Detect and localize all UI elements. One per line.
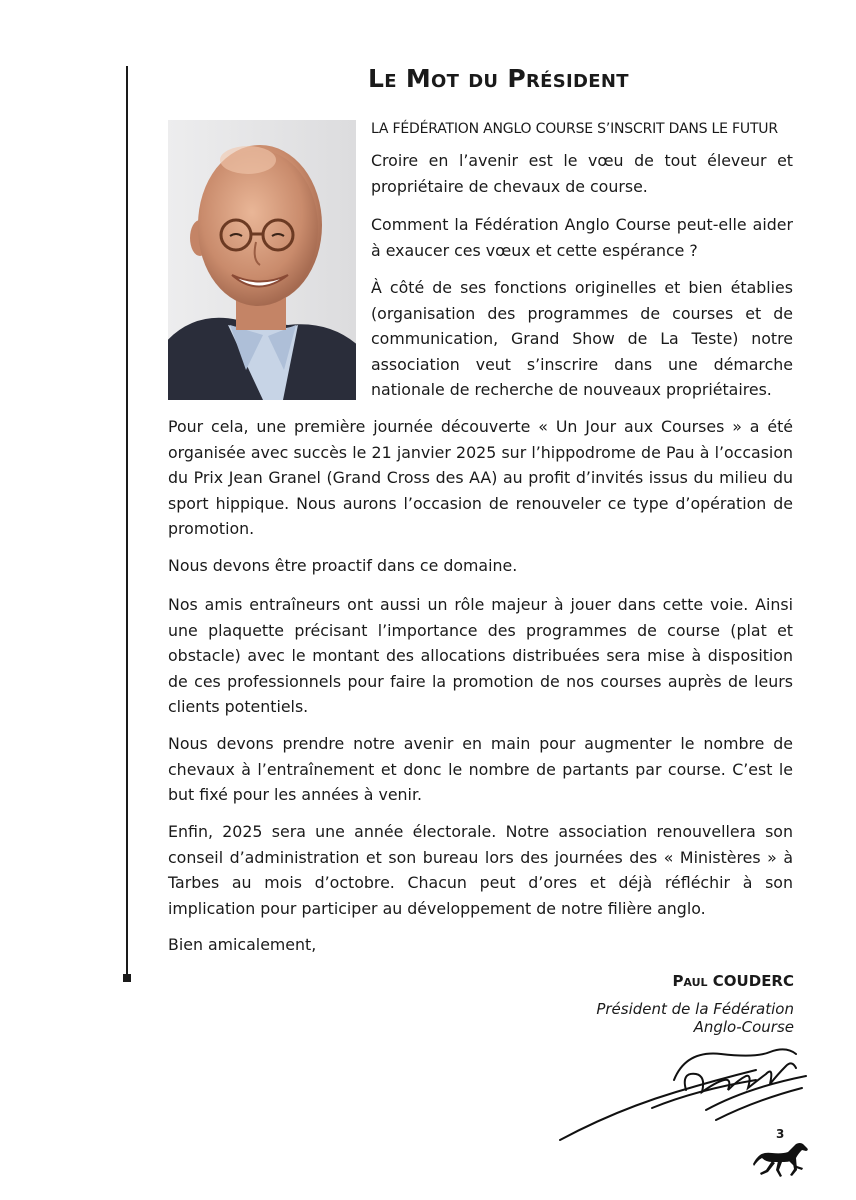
paragraph-functions: À côté de ses fonctions originelles et bien établies (organisation des programmes de courses et de communication, Grand Show de La Teste) notre association veut s’inscrire dans une démarche nationale de recherche de nouveaux propriétaires. xyxy=(371,278,793,399)
paragraph-trainers: Nos amis entraîneurs ont aussi un rôle majeur à jouer dans cette voie. Ainsi une plaquette précisant l’importance des programmes de course (plat et obstacle) avec le montant des allocations distribuées sera mise à disposition de ces professionnels pour faire la promotion de nos courses auprès de leurs clients potentiels. xyxy=(168,595,793,716)
handwritten-signature xyxy=(556,1040,812,1144)
page-number: 3 xyxy=(776,1127,785,1141)
subheading: LA FÉDÉRATION ANGLO COURSE S’INSCRIT DANS LE FUTUR xyxy=(371,121,778,137)
paragraph-election: Enfin, 2025 sera une année électorale. Notre association renouvellera son conseil d’administration et son bureau lors des journées des « Ministères » à Tarbes au mois d’octobre. Chacun peut d’ores et déjà réfléchir à son implication pour participer au développement de notre filière anglo. xyxy=(168,822,793,918)
president-portrait xyxy=(168,120,356,400)
paragraph-question: Comment la Fédération Anglo Course peut-elle aider à exaucer ces vœux et cette espérance ? xyxy=(371,215,793,260)
margin-rule-end-square xyxy=(123,974,131,982)
signatory-role: Président de la Fédération Anglo-Course xyxy=(596,1000,794,1036)
margin-rule xyxy=(126,66,128,978)
paragraph-future: Nous devons prendre notre avenir en main pour augmenter le nombre de chevaux à l’entraînement et donc le nombre de partants par course. C’est le but fixé pour les années à venir. xyxy=(168,734,793,804)
paragraph-intro: Croire en l’avenir est le vœu de tout éleveur et propriétaire de chevaux de course. xyxy=(371,151,793,196)
paragraph-discovery-day: Pour cela, une première journée découverte « Un Jour aux Courses » a été organisée avec succès le 21 janvier 2025 sur l’hippodrome de Pau à l’occasion du Prix Jean Granel (Grand Cross des AA) au profit d’invités issus du milieu du sport hippique. Nous aurons l’occasion de renouveler ce type d’opération de promotion. xyxy=(168,417,793,538)
paragraph-proactive: Nous devons être proactif dans ce domaine. xyxy=(168,556,518,575)
closing-greeting: Bien amicalement, xyxy=(168,935,317,954)
horse-silhouette-icon xyxy=(752,1140,810,1180)
signatory-name: Paul COUDERC xyxy=(672,972,794,990)
page-title: Le Mot du Président xyxy=(368,64,629,93)
